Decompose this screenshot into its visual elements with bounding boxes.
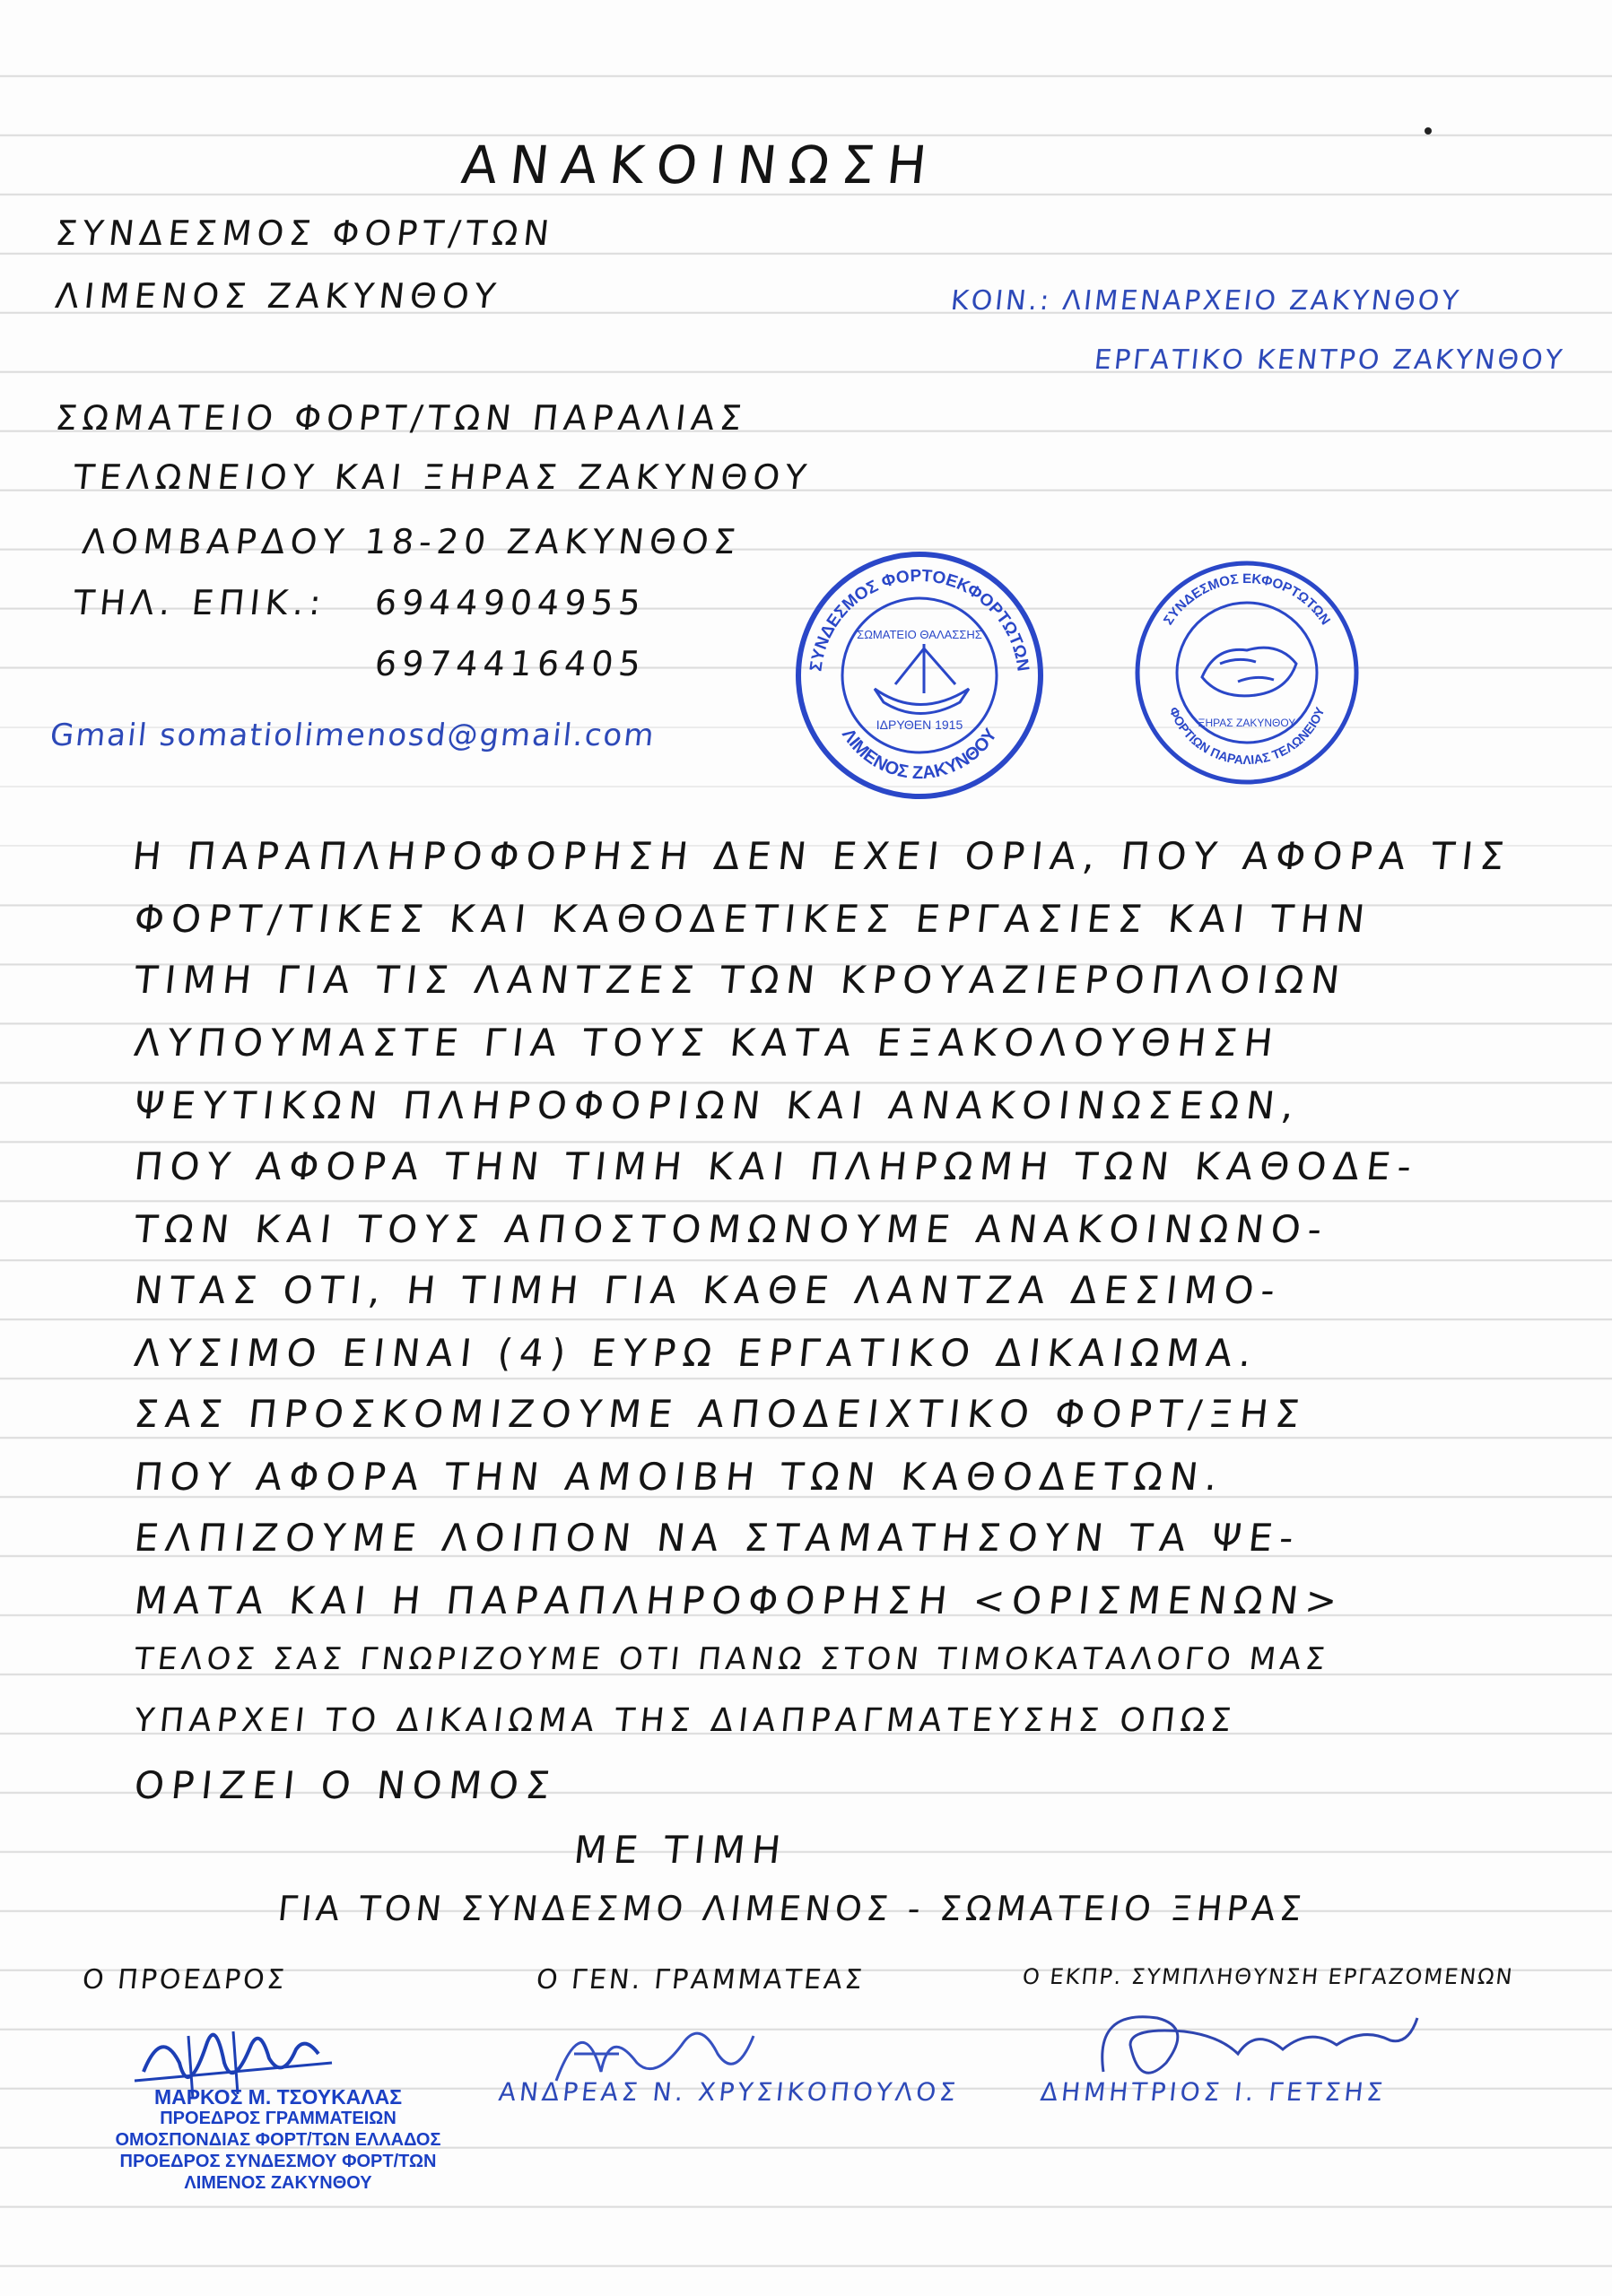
body-line: ΟΡΙΖΕΙ Ο ΝΟΜΟΣ xyxy=(132,1763,560,1807)
sender2-line2: ΤΕΛΩΝΕΙΟΥ ΚΑΙ ΞΗΡΑΣ ΖΑΚΥΝΘΟΥ xyxy=(71,457,814,497)
president-role-2: ΟΜΟΣΠΟΝΔΙΑΣ ΦΟΡΤ/ΤΩΝ ΕΛΛΑΔΟΣ xyxy=(115,2130,441,2150)
body-line: ΥΠΑΡΧΕΙ ΤΟ ΔΙΚΑΙΩΜΑ ΤΗΣ ΔΙΑΠΡΑΓΜΑΤΕΥΣΗΣ ΟΠΩΣ xyxy=(132,1702,1239,1739)
svg-text:ΣΥΝΔΕΣΜΟΣ ΦΟΡΤΟΕΚΦΟΡΤΩΤΩΝ: ΣΥΝΔΕΣΜΟΣ ΦΟΡΤΟΕΚΦΟΡΤΩΤΩΝ xyxy=(806,566,1033,673)
document-title: ΑΝΑΚΟΙΝΩΣΗ xyxy=(458,135,943,196)
body-line: ΤΕΛΟΣ ΣΑΣ ΓΝΩΡΙΖΟΥΜΕ ΟΤΙ ΠΑΝΩ ΣΤΟΝ ΤΙΜΟΚΑΤΑΛΟΓΟ ΜΑΣ xyxy=(132,1641,1331,1677)
secretary-name: ΑΝΔΡΕΑΣ Ν. ΧΡΥΣΙΚΟΠΟΥΛΟΣ xyxy=(497,2077,961,2107)
cc-line1: ΚΟΙΝ.: ΛΙΜΕΝΑΡΧΕΙΟ ΖΑΚΥΝΘΟΥ xyxy=(949,285,1463,317)
svg-text:ΣΥΝΔΕΣΜΟΣ ΕΚΦΟΡΤΩΤΩΝ: ΣΥΝΔΕΣΜΟΣ ΕΚΦΟΡΤΩΤΩΝ xyxy=(1160,570,1334,628)
body-line: ΤΩΝ ΚΑΙ ΤΟΥΣ ΑΠΟΣΤΟΜΩΝΟΥΜΕ ΑΝΑΚΟΙΝΩΝΟ- xyxy=(132,1207,1331,1251)
svg-text:ΛΙΜΕΝΟΣ ΖΑΚΥΝΘΟΥ: ΛΙΜΕΝΟΣ ΖΑΚΥΝΘΟΥ xyxy=(837,725,1002,784)
body-line: ΦΟΡΤ/ΤΙΚΕΣ ΚΑΙ ΚΑΘΟΔΕΤΙΚΕΣ ΕΡΓΑΣΙΕΣ ΚΑΙ ΤΗΝ xyxy=(132,897,1374,941)
sender1-line2: ΛΙΜΕΝΟΣ ΖΑΚΥΝΘΟΥ xyxy=(53,276,503,316)
body-line: ΤΙΜΗ ΓΙΑ ΤΙΣ ΛΑΝΤΖΕΣ ΤΩΝ ΚΡΟΥΑΖΙΕΡΟΠΛΟΙΩΝ xyxy=(132,958,1349,1002)
ink-dot xyxy=(1425,127,1432,135)
svg-text:ΣΩΜΑΤΕΙΟ ΘΑΛΑΣΣΗΣ: ΣΩΜΑΤΕΙΟ ΘΑΛΑΣΣΗΣ xyxy=(857,628,982,641)
svg-text:ΙΔΡΥΘΕΝ 1915: ΙΔΡΥΘΕΝ 1915 xyxy=(876,718,963,732)
cc-line2: ΕΡΓΑΤΙΚΟ ΚΕΝΤΡΟ ΖΑΚΥΝΘΟΥ xyxy=(1093,344,1566,376)
sender2-line1: ΣΩΜΑΤΕΙΟ ΦΟΡΤ/ΤΩΝ ΠΑΡΑΛΙΑΣ xyxy=(53,398,749,438)
association-stamp xyxy=(789,545,1050,805)
phone-number-1: 6944904955 xyxy=(372,583,649,622)
svg-text:ΦΟΡΤΙΩΝ ΠΑΡΑΛΙΑΣ ΤΕΛΩΝΕΙΟΥ: ΦΟΡΤΙΩΝ ΠΑΡΑΛΙΑΣ ΤΕΛΩΝΕΙΟΥ xyxy=(1166,704,1328,768)
email-address: Gmail somatiolimenosd@gmail.com xyxy=(48,718,658,753)
sender2-address: ΛΟΜΒΑΡΔΟΥ 18-20 ΖΑΚΥΝΘΟΣ xyxy=(80,522,744,561)
sender1-line1: ΣΥΝΔΕΣΜΟΣ ΦΟΡΤ/ΤΩΝ xyxy=(53,213,557,253)
phone-number-2: 6974416405 xyxy=(372,644,649,683)
president-role-4: ΛΙΜΕΝΟΣ ΖΑΚΥΝΘΟΥ xyxy=(184,2173,372,2193)
secretary-title: Ο ΓΕΝ. ΓΡΑΜΜΑΤΕΑΣ xyxy=(535,1964,867,1996)
body-line: ΛΥΣΙΜΟ ΕΙΝΑΙ (4) ΕΥΡΩ ΕΡΓΑΤΙΚΟ ΔΙΚΑΙΩΜΑ. xyxy=(132,1331,1261,1375)
body-line: ΕΛΠΙΖΟΥΜΕ ΛΟΙΠΟΝ ΝΑ ΣΤΑΜΑΤΗΣΟΥΝ ΤΑ ΨΕ- xyxy=(132,1516,1303,1560)
representative-name: ΔΗΜΗΤΡΙΟΣ Ι. ΓΕΤΣΗΣ xyxy=(1039,2077,1388,2107)
body-line: ΠΟΥ ΑΦΟΡΑ ΤΗΝ ΤΙΜΗ ΚΑΙ ΠΛΗΡΩΜΗ ΤΩΝ ΚΑΘΟΔΕ- xyxy=(132,1144,1421,1188)
president-role-3: ΠΡΟΕΔΡΟΣ ΣΥΝΔΕΣΜΟΥ ΦΟΡΤ/ΤΩΝ xyxy=(119,2152,437,2171)
body-line: Η ΠΑΡΑΠΛΗΡΟΦΟΡΗΣΗ ΔΕΝ ΕΧΕΙ ΟΡΙΑ, ΠΟΥ ΑΦΟΡΑ ΤΙΣ xyxy=(130,834,1513,878)
closing-for-line: ΓΙΑ ΤΟΝ ΣΥΝΔΕΣΜΟ ΛΙΜΕΝΟΣ - ΣΩΜΑΤΕΙΟ ΞΗΡΑΣ xyxy=(275,1889,1308,1928)
phone-label: ΤΗΛ. ΕΠΙΚ.: xyxy=(71,583,328,622)
body-line: ΝΤΑΣ ΟΤΙ, Η ΤΙΜΗ ΓΙΑ ΚΑΘΕ ΛΑΝΤΖΑ ΔΕΣΙΜΟ- xyxy=(132,1268,1285,1312)
representative-title: Ο ΕΚΠΡ. ΣΥΜΠΛΗΘΥΝΣΗ ΕΡΓΑΖΟΜΕΝΩΝ xyxy=(1021,1964,1515,1989)
workers-union-stamp xyxy=(1130,556,1364,789)
svg-text:ΞΗΡΑΣ ΖΑΚΥΝΘΟΥ: ΞΗΡΑΣ ΖΑΚΥΝΘΟΥ xyxy=(1198,717,1296,729)
body-line: ΠΟΥ ΑΦΟΡΑ ΤΗΝ ΑΜΟΙΒΗ ΤΩΝ ΚΑΘΟΔΕΤΩΝ. xyxy=(132,1455,1227,1499)
body-line: ΨΕΥΤΙΚΩΝ ΠΛΗΡΟΦΟΡΙΩΝ ΚΑΙ ΑΝΑΚΟΙΝΩΣΕΩΝ, xyxy=(132,1083,1303,1127)
president-role-1: ΠΡΟΕΔΡΟΣ ΓΡΑΜΜΑΤΕΙΩΝ xyxy=(160,2109,396,2128)
body-line: ΣΑΣ ΠΡΟΣΚΟΜΙΖΟΥΜΕ ΑΠΟΔΕΙΧΤΙΚΟ ΦΟΡΤ/ΞΗΣ xyxy=(132,1392,1309,1436)
body-line: ΛΥΠΟΥΜΑΣΤΕ ΓΙΑ ΤΟΥΣ ΚΑΤΑ ΕΞΑΚΟΛΟΥΘΗΣΗ xyxy=(132,1021,1283,1065)
closing-greeting: ΜΕ ΤΙΜΗ xyxy=(571,1828,790,1872)
body-line: ΜΑΤΑ ΚΑΙ Η ΠΑΡΑΠΛΗΡΟΦΟΡΗΣΗ <ΟΡΙΣΜΕΝΩΝ> xyxy=(132,1578,1346,1622)
president-name: ΜΑΡΚΟΣ Μ. ΤΣΟΥΚΑΛΑΣ xyxy=(153,2085,403,2109)
president-title: Ο ΠΡΟΕΔΡΟΣ xyxy=(81,1964,289,1996)
president-stamp-caption xyxy=(108,2086,449,2194)
